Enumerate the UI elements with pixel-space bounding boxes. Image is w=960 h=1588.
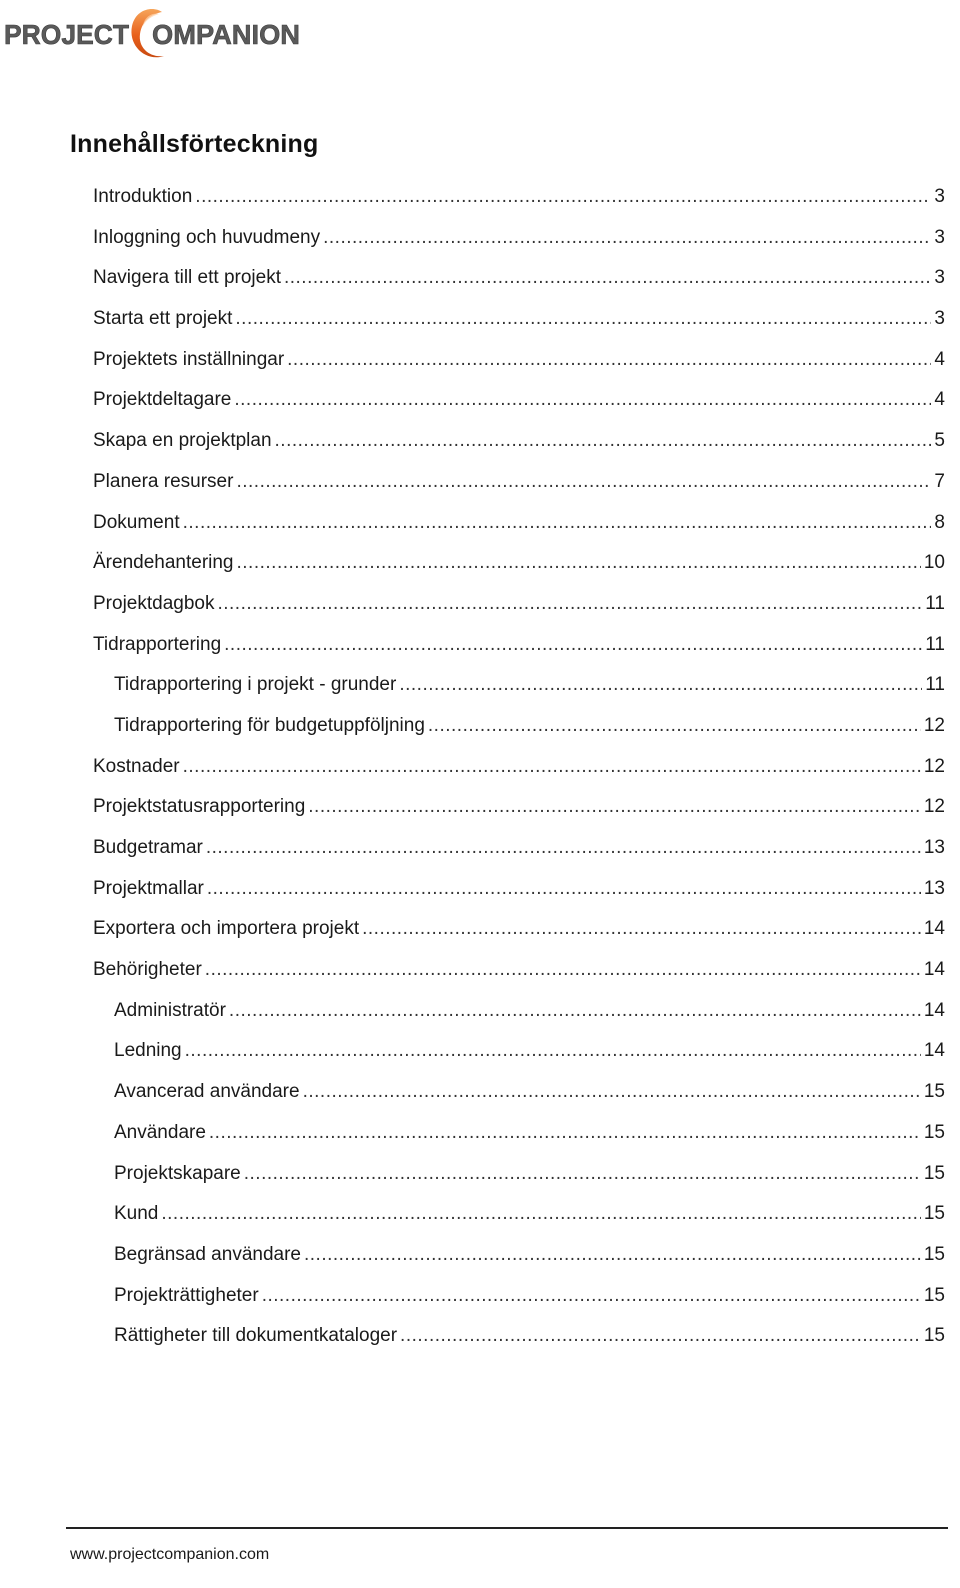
toc-dot-leader	[323, 227, 931, 249]
toc-entry-page: 13	[923, 837, 945, 858]
toc-entry-page: 8	[934, 511, 945, 533]
toc-entry-page: 5	[934, 430, 945, 452]
toc-dot-leader	[209, 1122, 921, 1144]
toc-entry-label: Ledning	[114, 1040, 182, 1062]
toc-entry[interactable]	[93, 1244, 945, 1285]
toc-entry[interactable]	[93, 186, 945, 227]
toc-dot-leader	[217, 593, 922, 615]
toc-entry[interactable]	[93, 512, 945, 553]
toc-entry[interactable]	[93, 1000, 945, 1041]
toc-dot-leader	[284, 267, 931, 289]
toc-entry-page: 14	[923, 918, 945, 940]
toc-entry-page: 15	[923, 1284, 945, 1306]
toc-entry-page: 11	[925, 633, 945, 655]
toc-dot-leader	[235, 308, 931, 330]
toc-entry[interactable]	[93, 1203, 945, 1244]
toc-entry-page: 12	[923, 755, 945, 777]
toc-entry-label: Ärendehantering	[93, 552, 234, 574]
toc-entry-label: Dokument	[93, 511, 180, 533]
toc-dot-leader	[195, 186, 931, 208]
toc-dot-leader	[304, 1244, 921, 1266]
toc-entry[interactable]	[93, 1285, 945, 1326]
toc-entry-page: 15	[923, 1121, 945, 1143]
toc-entry-label: Skapa en projektplan	[93, 430, 272, 452]
toc-dot-leader	[287, 349, 931, 371]
toc-entry-page: 4	[934, 389, 945, 411]
toc-entry-label: Projektdagbok	[93, 592, 215, 614]
toc-entry[interactable]	[93, 796, 945, 837]
toc-entry-page: 3	[934, 267, 945, 289]
toc-entry-page: 12	[923, 796, 945, 818]
toc-entry-page: 7	[934, 470, 945, 492]
toc-entry-page: 15	[923, 1203, 945, 1225]
toc-entry-page: 13	[923, 877, 945, 899]
toc-entry[interactable]	[93, 308, 945, 349]
toc-entry-page: 3	[934, 226, 945, 248]
toc-entry-page: 15	[923, 1243, 945, 1265]
toc-entry-page: 10	[923, 552, 945, 574]
toc-dot-leader	[237, 552, 921, 574]
toc-entry[interactable]	[93, 430, 945, 471]
toc-dot-leader	[161, 1203, 920, 1225]
toc-dot-leader	[236, 471, 931, 493]
toc-entry[interactable]	[93, 1081, 945, 1122]
toc-dot-leader	[185, 1040, 921, 1062]
toc-entry-page: 3	[934, 186, 945, 207]
toc-entry[interactable]	[93, 837, 945, 878]
logo-graphic	[4, 4, 304, 64]
toc-entry[interactable]	[93, 756, 945, 797]
toc-entry-page: 11	[925, 674, 945, 696]
logo-text-left: PROJECT	[4, 19, 129, 50]
toc-entry-label: Användare	[114, 1121, 206, 1143]
toc-entry[interactable]	[93, 1122, 945, 1163]
toc-entry-page: 4	[934, 348, 945, 370]
footer-divider	[66, 1527, 948, 1529]
toc-entry[interactable]	[93, 349, 945, 390]
toc-entry[interactable]	[93, 593, 945, 634]
toc-dot-leader	[183, 512, 932, 534]
toc-entry-label: Kostnader	[93, 755, 180, 777]
logo-text-right: OMPANION	[152, 19, 300, 50]
toc-entry-page: 14	[923, 1040, 945, 1062]
toc-dot-leader	[207, 878, 921, 900]
toc-entry[interactable]	[93, 227, 945, 268]
toc-entry-label: Avancerad användare	[114, 1081, 300, 1103]
toc-dot-leader	[308, 796, 921, 818]
toc-entry-label: Exportera och importera projekt	[93, 918, 360, 940]
toc-entry[interactable]	[93, 674, 945, 715]
toc-entry-label: Projektets inställningar	[93, 348, 285, 370]
toc-entry-label: Navigera till ett projekt	[93, 267, 281, 289]
toc-entry-label: Projektdeltagare	[93, 389, 232, 411]
toc-dot-leader	[205, 959, 921, 981]
toc-entry-page: 12	[923, 714, 945, 736]
toc-entry-label: Begränsad användare	[114, 1243, 301, 1265]
toc-entry-label: Tidrapportering i projekt - grunder	[114, 674, 397, 696]
toc-entry[interactable]	[93, 1040, 945, 1081]
toc-dot-leader	[262, 1285, 921, 1307]
toc-entry[interactable]	[93, 878, 945, 919]
toc-entry[interactable]	[93, 715, 945, 756]
toc-entry-page: 15	[923, 1162, 945, 1184]
toc-entry[interactable]	[93, 634, 945, 675]
toc-dot-leader	[399, 674, 922, 696]
toc-entry-label: Kund	[114, 1203, 159, 1225]
toc-dot-leader	[229, 1000, 921, 1022]
toc-entry[interactable]	[93, 1325, 945, 1366]
toc-entry-label: Projektskapare	[114, 1162, 241, 1184]
toc-dot-leader	[275, 430, 932, 452]
toc-dot-leader	[234, 389, 931, 411]
toc-entry-page: 14	[923, 959, 945, 981]
toc-entry-page: 3	[934, 308, 945, 330]
toc-dot-leader	[224, 634, 922, 656]
footer-url: www.projectcompanion.com	[70, 1546, 270, 1563]
toc-dot-leader	[206, 837, 921, 859]
toc-title: Innehållsförteckning	[70, 130, 319, 158]
table-of-contents	[93, 186, 945, 1366]
toc-dot-leader	[244, 1163, 921, 1185]
toc-entry-label: Tidrapportering	[93, 633, 222, 655]
toc-entry[interactable]	[93, 471, 945, 512]
toc-entry-label: Inloggning och huvudmeny	[93, 226, 321, 248]
toc-entry-label: Behörigheter	[93, 959, 202, 981]
toc-dot-leader	[303, 1081, 921, 1103]
toc-entry-label: Starta ett projekt	[93, 308, 233, 330]
toc-entry-page: 11	[925, 592, 945, 614]
toc-entry-label: Administratör	[114, 999, 226, 1021]
toc-entry-page: 15	[923, 1325, 945, 1347]
toc-entry-label: Rättigheter till dokumentkataloger	[114, 1325, 398, 1347]
toc-dot-leader	[362, 918, 921, 940]
toc-entry[interactable]	[93, 1163, 945, 1204]
toc-entry[interactable]	[93, 267, 945, 308]
toc-entry-page: 15	[923, 1081, 945, 1103]
toc-entry[interactable]	[93, 389, 945, 430]
toc-entry-label: Projektstatusrapportering	[93, 796, 306, 818]
project-companion-logo	[4, 4, 304, 64]
toc-dot-leader	[400, 1325, 921, 1347]
toc-entry-label: Planera resurser	[93, 470, 234, 492]
toc-entry-page: 14	[923, 999, 945, 1021]
toc-entry-label: Projektmallar	[93, 877, 204, 899]
toc-entry[interactable]	[93, 959, 945, 1000]
toc-entry-label: Projekträttigheter	[114, 1284, 259, 1306]
toc-entry-label: Budgetramar	[93, 837, 203, 858]
toc-entry-label: Tidrapportering för budgetuppföljning	[114, 714, 425, 736]
toc-dot-leader	[428, 715, 921, 737]
toc-entry[interactable]	[93, 918, 945, 959]
toc-entry[interactable]	[93, 552, 945, 593]
toc-dot-leader	[183, 756, 921, 778]
toc-entry-label: Introduktion	[93, 186, 193, 207]
